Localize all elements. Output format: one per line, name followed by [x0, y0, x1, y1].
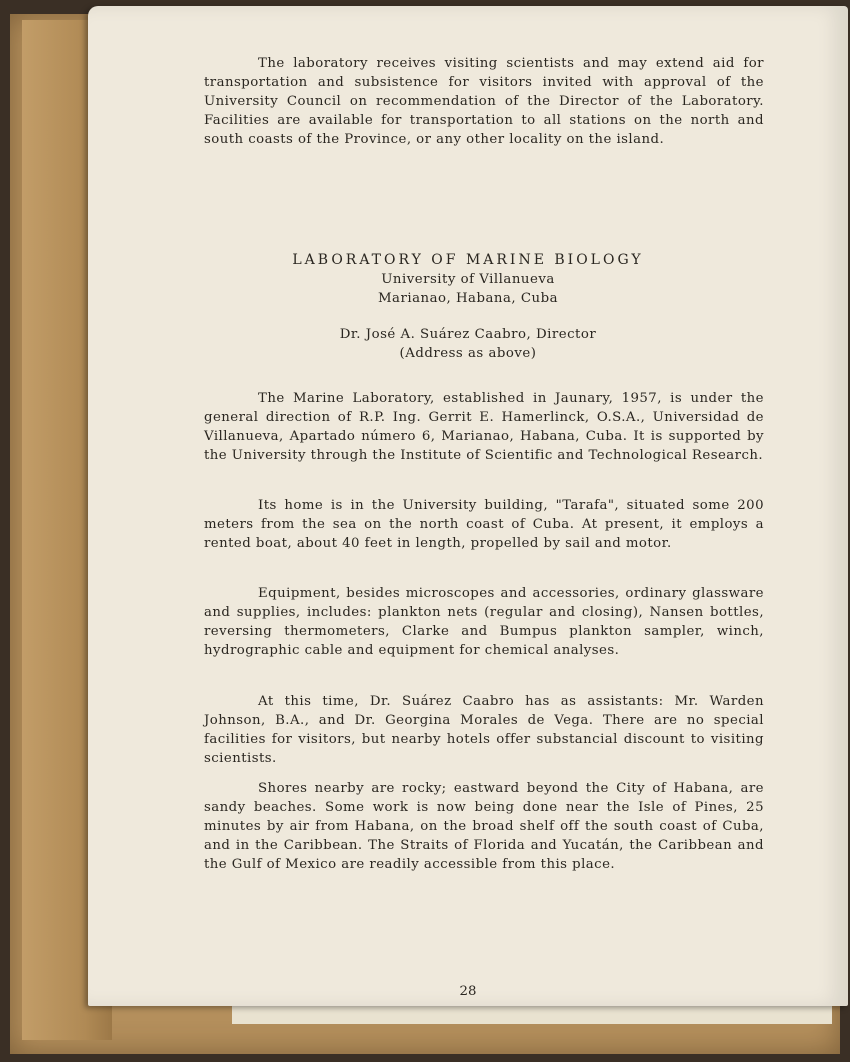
lab-title: LABORATORY OF MARINE BIOLOGY [292, 252, 644, 268]
body-paragraph: Its home is in the University building, "Tarafa", situated some 200 meters from the sea on the north coast of Cuba. At present, it employs a rented boat, about 40 feet in length, propelled by sail and motor. [204, 498, 764, 551]
document-page [88, 6, 848, 1006]
lab-address-note: (Address as above) [399, 346, 537, 361]
intro-paragraph: The laboratory receives visiting scientists and may extend aid for transportation and subsistence for visitors invited with approval of the University Council on recommendation of the Director of the Laboratory. Facilities are available for transportation to all stations on the north and south coasts of the Province, or any other locality on the island. [204, 56, 764, 147]
lab-header [88, 250, 848, 363]
page-number: 28 [459, 984, 477, 999]
body-paragraph-1-block [204, 389, 764, 465]
lab-location: Marianao, Habana, Cuba [377, 291, 559, 306]
intro-section [204, 54, 764, 149]
body-paragraph-3-block [204, 584, 764, 660]
lab-director: Dr. José A. Suárez Caabro, Director [339, 327, 597, 342]
body-paragraph: The Marine Laboratory, established in Jaunary, 1957, is under the general direction of R.P. Ing. Gerrit E. Hamerlinck, O.S.A., Universidad de Villanueva, Apartado número 6, Marianao, Habana, Cuba. It is supported by the University through the Institute of Scientific and Technological Research. [204, 391, 764, 463]
body-paragraph-2-block [204, 496, 764, 553]
body-paragraph: Equipment, besides microscopes and accessories, ordinary glassware and supplies, includes: plankton nets (regular and closing), Nansen bottles, reversing thermometers, Clarke and Bumpus plankton sampler, winch, hydrographic cable and equipment for chemical analyses. [204, 586, 764, 658]
lab-institution: University of Villanueva [381, 272, 555, 287]
body-paragraph: Shores nearby are rocky; eastward beyond the City of Habana, are sandy beaches. Some work is now being done near the Isle of Pines, 25 minutes by air from Habana, on the broad shelf off the south coast of Cuba, and in the Caribbean. The Straits of Florida and Yucatán, the Caribbean and the Gulf of Mexico are readily accessible from this place. [204, 781, 764, 872]
body-paragraph-4-block [204, 692, 764, 768]
body-paragraph-5-block [204, 779, 764, 874]
body-paragraph: At this time, Dr. Suárez Caabro has as assistants: Mr. Warden Johnson, B.A., and Dr. Georgina Morales de Vega. There are no special facilities for visitors, but nearby hotels offer substancial discount to visiting scientists. [204, 694, 764, 766]
